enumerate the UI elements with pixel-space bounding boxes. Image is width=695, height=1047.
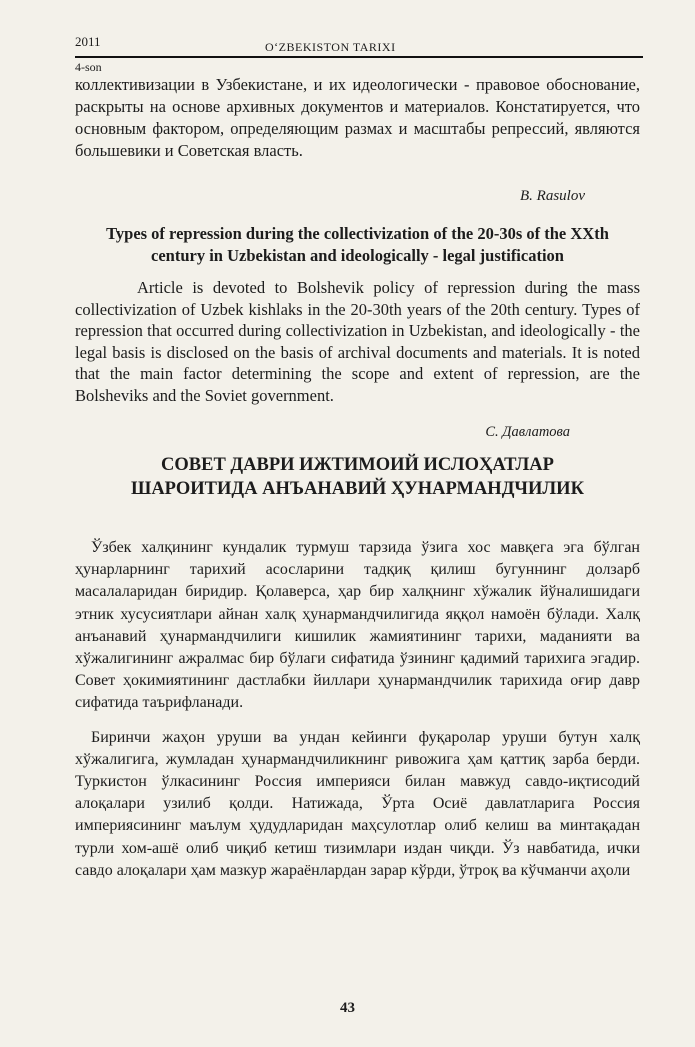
running-header (75, 30, 640, 58)
page-number: 43 (340, 1000, 355, 1016)
english-abstract-author: B. Rasulov (520, 188, 585, 204)
article-title (75, 453, 640, 501)
header-journal-title: O‘ZBEKISTON TARIXI (265, 40, 396, 54)
header-rule (75, 56, 643, 58)
article-author: С. Давлатова (485, 424, 570, 440)
journal-page (75, 30, 640, 882)
article-paragraph-1: Ўзбек халқининг кундалик турмуш тарзида ўзига хос мавқега эга бўлган ҳунарларнинг тарихий асосларини тадқиқ қилиш бугуннинг долзарб масалаларидан биридир. Қолаверса, ҳар бир халқнинг хўжалик йўналишидаги этник хусусиятлари айнан халқ ҳунармандчилигида яққол намоён бўлади. Халқ анъанавий ҳунармандчилиги кишилик жамиятининг тарихи, маданияти ва хўжалигининг ажралмас бир бўлаги сифатида ўзининг қадимий тарихига эгадир. Совет ҳокимиятининг дастлабки йиллари ҳунармандчилик тарихида оғир давр сифатида таърифланади. (75, 539, 640, 712)
russian-abstract-tail: коллективизации в Узбекистане, и их идеологически - правовое обоснование, раскрыты на основе архивных документов и материалов. Констатируется, что основным фактором, определяющим размах и масштабы репрессий, являются большевики и Советская власть. (75, 75, 640, 160)
article-title-line-1: СОВЕТ ДАВРИ ИЖТИМОИЙ ИСЛОҲАТЛАР (161, 455, 554, 475)
english-abstract-title: Types of repression during the collectivization of the 20-30s of the XXth century in Uzbekistan and ideologically - legal justification (106, 224, 609, 265)
article-paragraph-2: Биринчи жаҳон уруши ва ундан кейинги фуқаролар уруши бутун халқ хўжалигига, жумладан ҳунармандчиликнинг ривожига ҳам қаттиқ зарба берди. Туркистон ўлкасининг Россия империяси билан мавжуд савдо-иқтисодий алоқалари узилиб қолди. Натижада, Ўрта Осиё давлатларига Россия империясининг маълум ҳудудларидан маҳсулотлар олиб келиш ва минтақадан турли хом-ашё олиб чиқиб кетиш тизимлари издан чиқди. Ўз навбатида, ички савдо алоқалари ҳам мазкур жараёнлардан зарар кўрди, ўтроқ ва кўчманчи аҳоли (75, 728, 640, 879)
article-title-line-2: ШАРОИТИДА АНЪАНАВИЙ ҲУНАРМАНДЧИЛИК (131, 479, 584, 499)
header-year: 2011 (75, 34, 101, 49)
english-abstract-text: Article is devoted to Bolshevik policy of repression during the mass collectivization of Uzbek kishlaks in the 20-30th years of the 20th century. Types of repression that occurred during collectivization in Uzbekistan, and ideologically - the legal basis is disclosed on the basis of archival documents and materials. It is noted that the main factor determining the scope and extent of repression, are the Bolsheviks and the Soviet government. (75, 278, 640, 405)
header-issue: 4-son (75, 60, 102, 74)
